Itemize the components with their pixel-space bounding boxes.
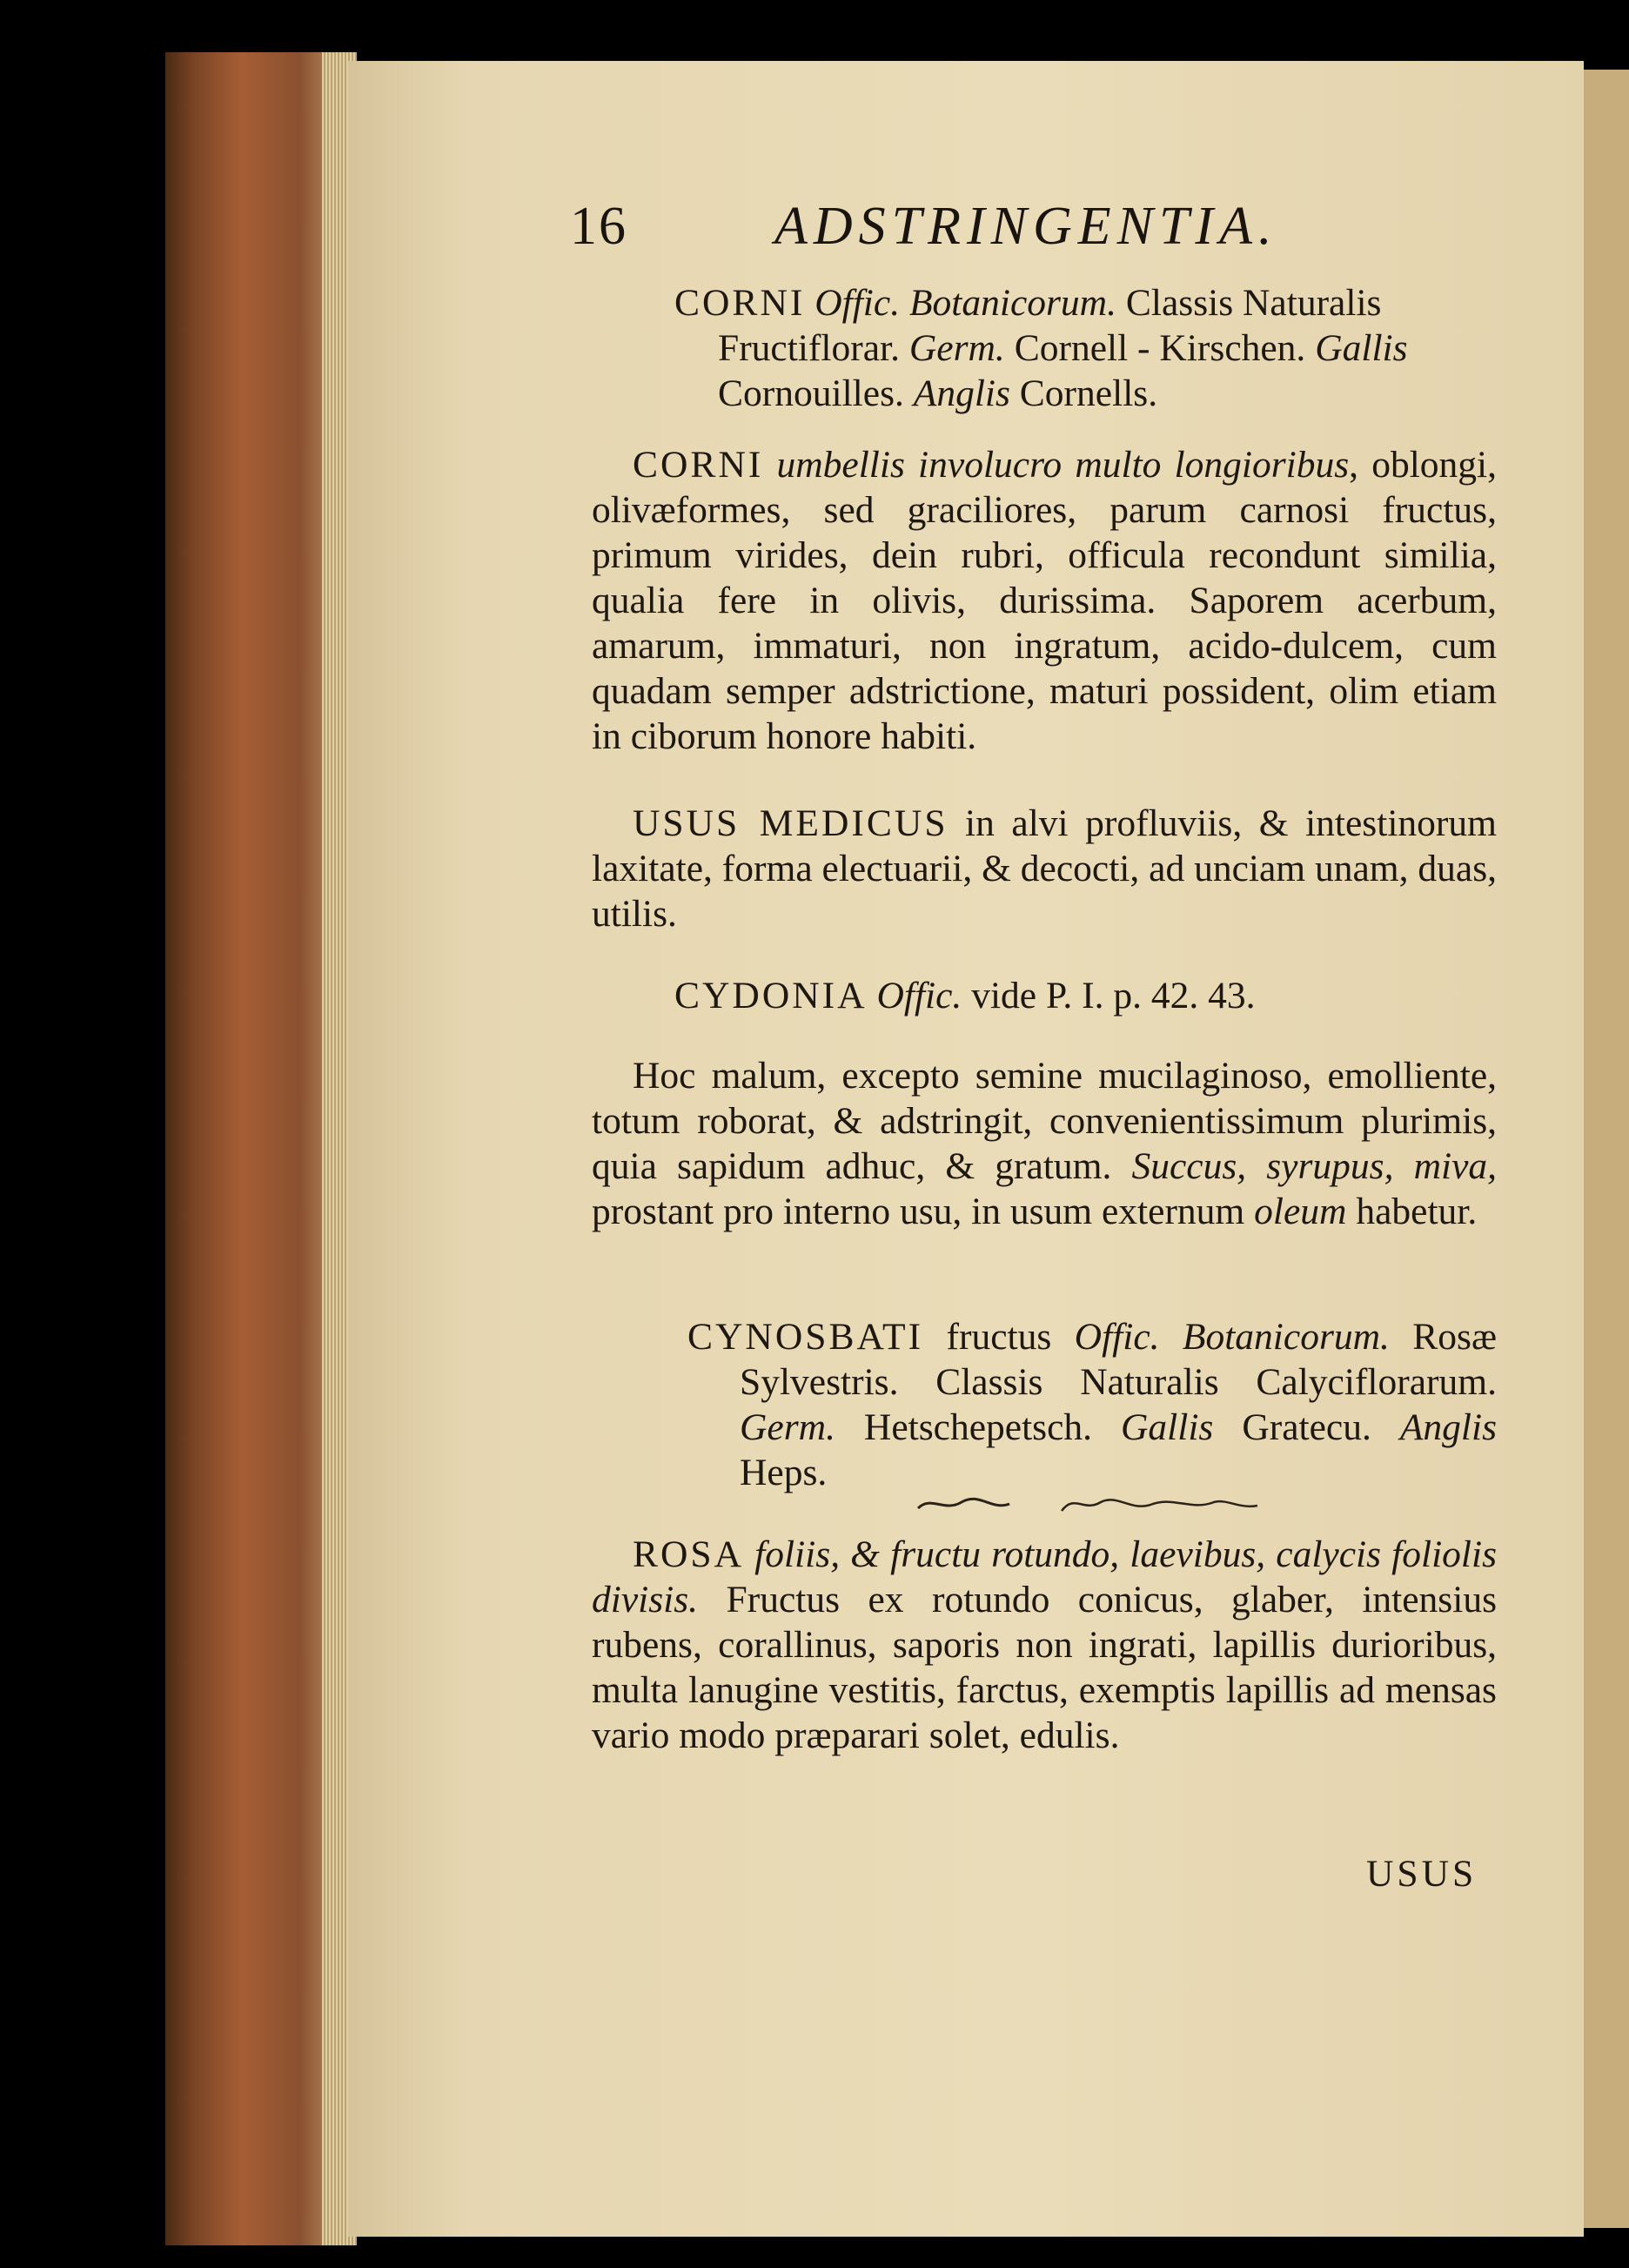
- paragraph-rosa: ROSA foliis, & fructu rotundo, laevibus, calycis foliolis divisis. Fructus ex rotundo conicus, glaber, intensius rubens, corallinus, saporis non ingrati, lapillis durioribus, multa lanugine vestitis, farctus, exemptis lapillis ad mensas vario modo præparari solet, edulis.: [592, 1533, 1498, 1756]
- book-page-edges: [165, 52, 357, 2245]
- page-number: 16: [570, 197, 627, 256]
- entry-line: Fructiflorar. Germ. Cornell - Kirschen. Gallis: [718, 327, 1408, 369]
- facing-page-edge: [1584, 70, 1629, 2228]
- entry-corni: [592, 280, 1497, 416]
- handwritten-annotation: [914, 1486, 1279, 1529]
- paragraph-corni-description: CORNI umbellis involucro multo longioribus, oblongi, olivæformes, sed graciliores, parum carnosi fructus, primum virides, dein rubri, officula recondunt similia, qualia fere in olivis, durissima. Saporem acerbum, amarum, immaturi, non ingratum, acido-dulcem, cum quadam semper adstrictione, maturi possident, olim etiam in ciborum honore habiti.: [592, 444, 1497, 757]
- entry-line: CORNI Offic. Botanicorum. Classis Naturalis: [674, 282, 1382, 324]
- entry-line: Cornouilles. Anglis Cornells.: [718, 372, 1158, 414]
- entry-cydonia: CYDONIA Offic. vide P. I. p. 42. 43.: [674, 975, 1256, 1017]
- catchword: USUS: [1366, 1853, 1478, 1895]
- entry-cynosbati: CYNOSBATI fructus Offic. Botanicorum. Rosæ Sylvestris. Classis Naturalis Calyciflorarum. Germ. Hetschepetsch. Gallis Gratecu. Anglis Heps.: [687, 1316, 1498, 1493]
- paragraph-usus-medicus: USUS MEDICUS in alvi profluviis, & intestinorum laxitate, forma electuarii, & decocti, ad unciam unam, duas, utilis.: [592, 802, 1497, 935]
- paragraph-cydonia-description: Hoc malum, excepto semine mucilaginoso, emolliente, totum roborat, & adstringit, convenientissimum plurimis, quia sapidum adhuc, & gratum. Succus, syrupus, miva, prostant pro interno usu, in usum externum oleum habetur.: [592, 1055, 1498, 1232]
- running-title: ADSTRINGENTIA.: [774, 197, 1278, 256]
